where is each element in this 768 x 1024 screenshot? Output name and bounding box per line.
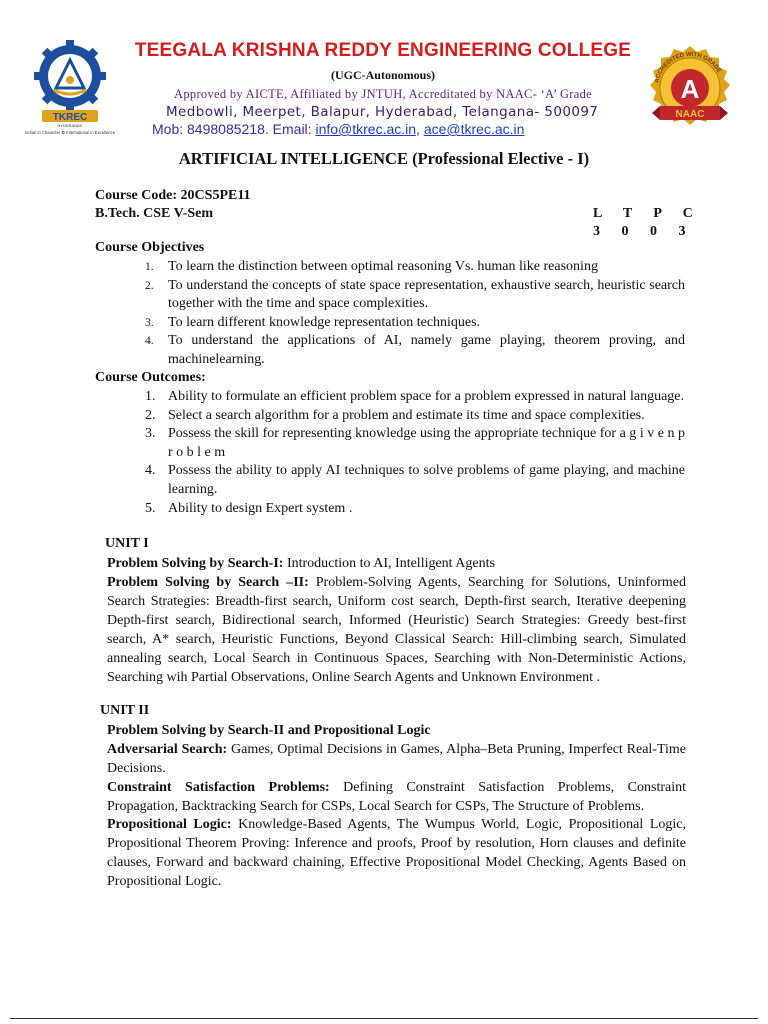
unit-2-paragraph-3: [107, 816, 686, 892]
unit-2-paragraph-1: [107, 741, 686, 779]
contact-prefix: Mob: 8498085218. Email:: [152, 121, 316, 137]
email-link-ace[interactable]: ace@tkrec.ac.in: [423, 121, 525, 137]
tkrec-logo-sub: HYDERABAD: [57, 123, 83, 128]
naac-ring-text: ACCREDITED WITH GRADE: [654, 51, 722, 84]
contact-line: [152, 121, 524, 137]
unit-1-heading: UNIT I: [105, 536, 149, 551]
email-link-info[interactable]: info@tkrec.ac.in: [315, 121, 417, 137]
outcomes-heading: Course Outcomes:: [95, 370, 206, 385]
letterhead: [0, 0, 768, 140]
list-item: [95, 407, 685, 426]
list-item: [95, 500, 685, 519]
item-text: Possess the skill for representing knowledge using the appropriate technique for a g i v e n p r o b l e m: [168, 426, 685, 460]
topic-text: Introduction to AI, Intelligent Agents: [283, 556, 495, 571]
program-semester: B.Tech. CSE V-Sem: [95, 206, 213, 221]
list-item: [95, 258, 685, 277]
autonomy-status: (UGC-Autonomous): [330, 68, 435, 82]
item-text: Possess the ability to apply AI techniques to solve problems of game playing, and machine learning.: [168, 463, 685, 497]
topic-text: Knowledge-Based Agents, The Wumpus World, Logic, Propositional Logic, Propositional Theorem Proving: Inference and proofs, Proof by resolution, Horn clauses and definite clauses, Forward and backward chaining, Effective Propositional Model Checking, Agents Based on Propositional Logic.: [107, 817, 687, 889]
topic-text: Games, Optimal Decisions in Games, Alpha–Beta Pruning, Imperfect Real-Time Decisions.: [107, 742, 687, 776]
list-item: [95, 388, 685, 407]
course-title: ARTIFICIAL INTELLIGENCE (Professional Elective - I): [178, 149, 590, 168]
item-number: 1.: [145, 261, 154, 273]
item-number: 1.: [145, 389, 156, 404]
topic-heading: Problem Solving by Search –II:: [107, 575, 309, 590]
unit-2-heading: UNIT II: [100, 703, 150, 718]
objectives-heading: Course Objectives: [95, 240, 205, 255]
list-item: [95, 314, 685, 333]
page-bottom-rule: [10, 1018, 758, 1019]
ltpc-values: 3 0 0 3: [593, 224, 695, 239]
topic-heading: Propositional Logic:: [107, 817, 232, 832]
item-text: To learn different knowledge representation techniques.: [168, 314, 481, 330]
list-item: [95, 462, 685, 499]
item-number: 4.: [145, 335, 154, 348]
item-number: 4.: [145, 463, 156, 479]
item-text: Select a search algorithm for a problem and estimate its time and space complexities.: [168, 407, 645, 423]
unit-1-paragraph-2: [107, 574, 686, 687]
item-text: Ability to formulate an efficient problem space for a problem expressed in natural language.: [168, 389, 685, 404]
unit-2-subheading: Problem Solving by Search-II and Propositional Logic: [107, 723, 431, 738]
list-item: [95, 277, 685, 314]
item-text: Ability to design Expert system .: [168, 500, 353, 516]
item-number: 5.: [145, 500, 156, 516]
unit-2-paragraph-2: [107, 779, 686, 817]
topic-heading: Problem Solving by Search-I:: [107, 556, 284, 571]
tkrec-logo: [20, 40, 120, 136]
list-item: [95, 425, 685, 462]
item-text: To understand the applications of AI, namely game playing, theorem proving, and machinelearning.: [168, 333, 685, 367]
naac-badge: [640, 40, 740, 140]
unit-1-paragraph-1: [107, 555, 686, 574]
course-code: Course Code: 20CS5PE11: [95, 188, 251, 203]
tkrec-logo-text: TKREC: [52, 112, 88, 123]
topic-text: Problem-Solving Agents, Searching for Solutions, Uninformed Search Strategies: Breadth-first search, Uniform cost search, Depth-first search, Iterative deepening Depth-first search, Bidirectional search, Informed (Heuristic) Search Strategies: Greedy best-first search, A* search, Heuristic Functions, Beyond Classical Search: Hill-climbing search, Simulated annealing search, Local Search in Continuous Spaces, Searching with Non-Deterministic Actions, Searching wih Partial Observations, Online Search Agents and Unknown Environment .: [107, 575, 686, 685]
college-name: TEEGALA KRISHNA REDDY ENGINEERING COLLEGE: [134, 40, 632, 61]
naac-text: NAAC: [675, 109, 705, 120]
topic-heading: Constraint Satisfaction Problems:: [107, 780, 330, 795]
ltpc-labels: L T P C: [593, 206, 702, 221]
tkrec-tagline: Indian in Character ✪ International in Excellence: [24, 130, 116, 135]
contact-separator: ,: [416, 121, 424, 137]
topic-text: Defining Constraint Satisfaction Problems, Constraint Propagation, Backtracking Search for CSPs, Local Search for CSPs, The Structure of Problems.: [107, 780, 687, 814]
item-number: 3.: [145, 426, 156, 442]
item-number: 3.: [145, 316, 154, 329]
college-address: Medbowli, Meerpet, Balapur, Hyderabad, Telangana- 500097: [166, 104, 599, 120]
item-text: To learn the distinction between optimal reasoning Vs. human like reasoning: [168, 259, 598, 274]
topic-heading: Adversarial Search:: [107, 742, 228, 757]
outcomes-list: [95, 388, 685, 518]
item-number: 2.: [145, 279, 154, 292]
list-item: [95, 332, 685, 369]
item-number: 2.: [145, 407, 156, 423]
objectives-list: [95, 258, 685, 370]
approval-line: Approved by AICTE, Affiliated by JNTUH, Accreditated by NAAC- ‘A’ Grade: [174, 87, 592, 101]
item-text: To understand the concepts of state space representation, exhaustive search, heuristic search together with the time and space complexities.: [168, 277, 685, 312]
naac-grade-letter: A: [680, 74, 700, 104]
